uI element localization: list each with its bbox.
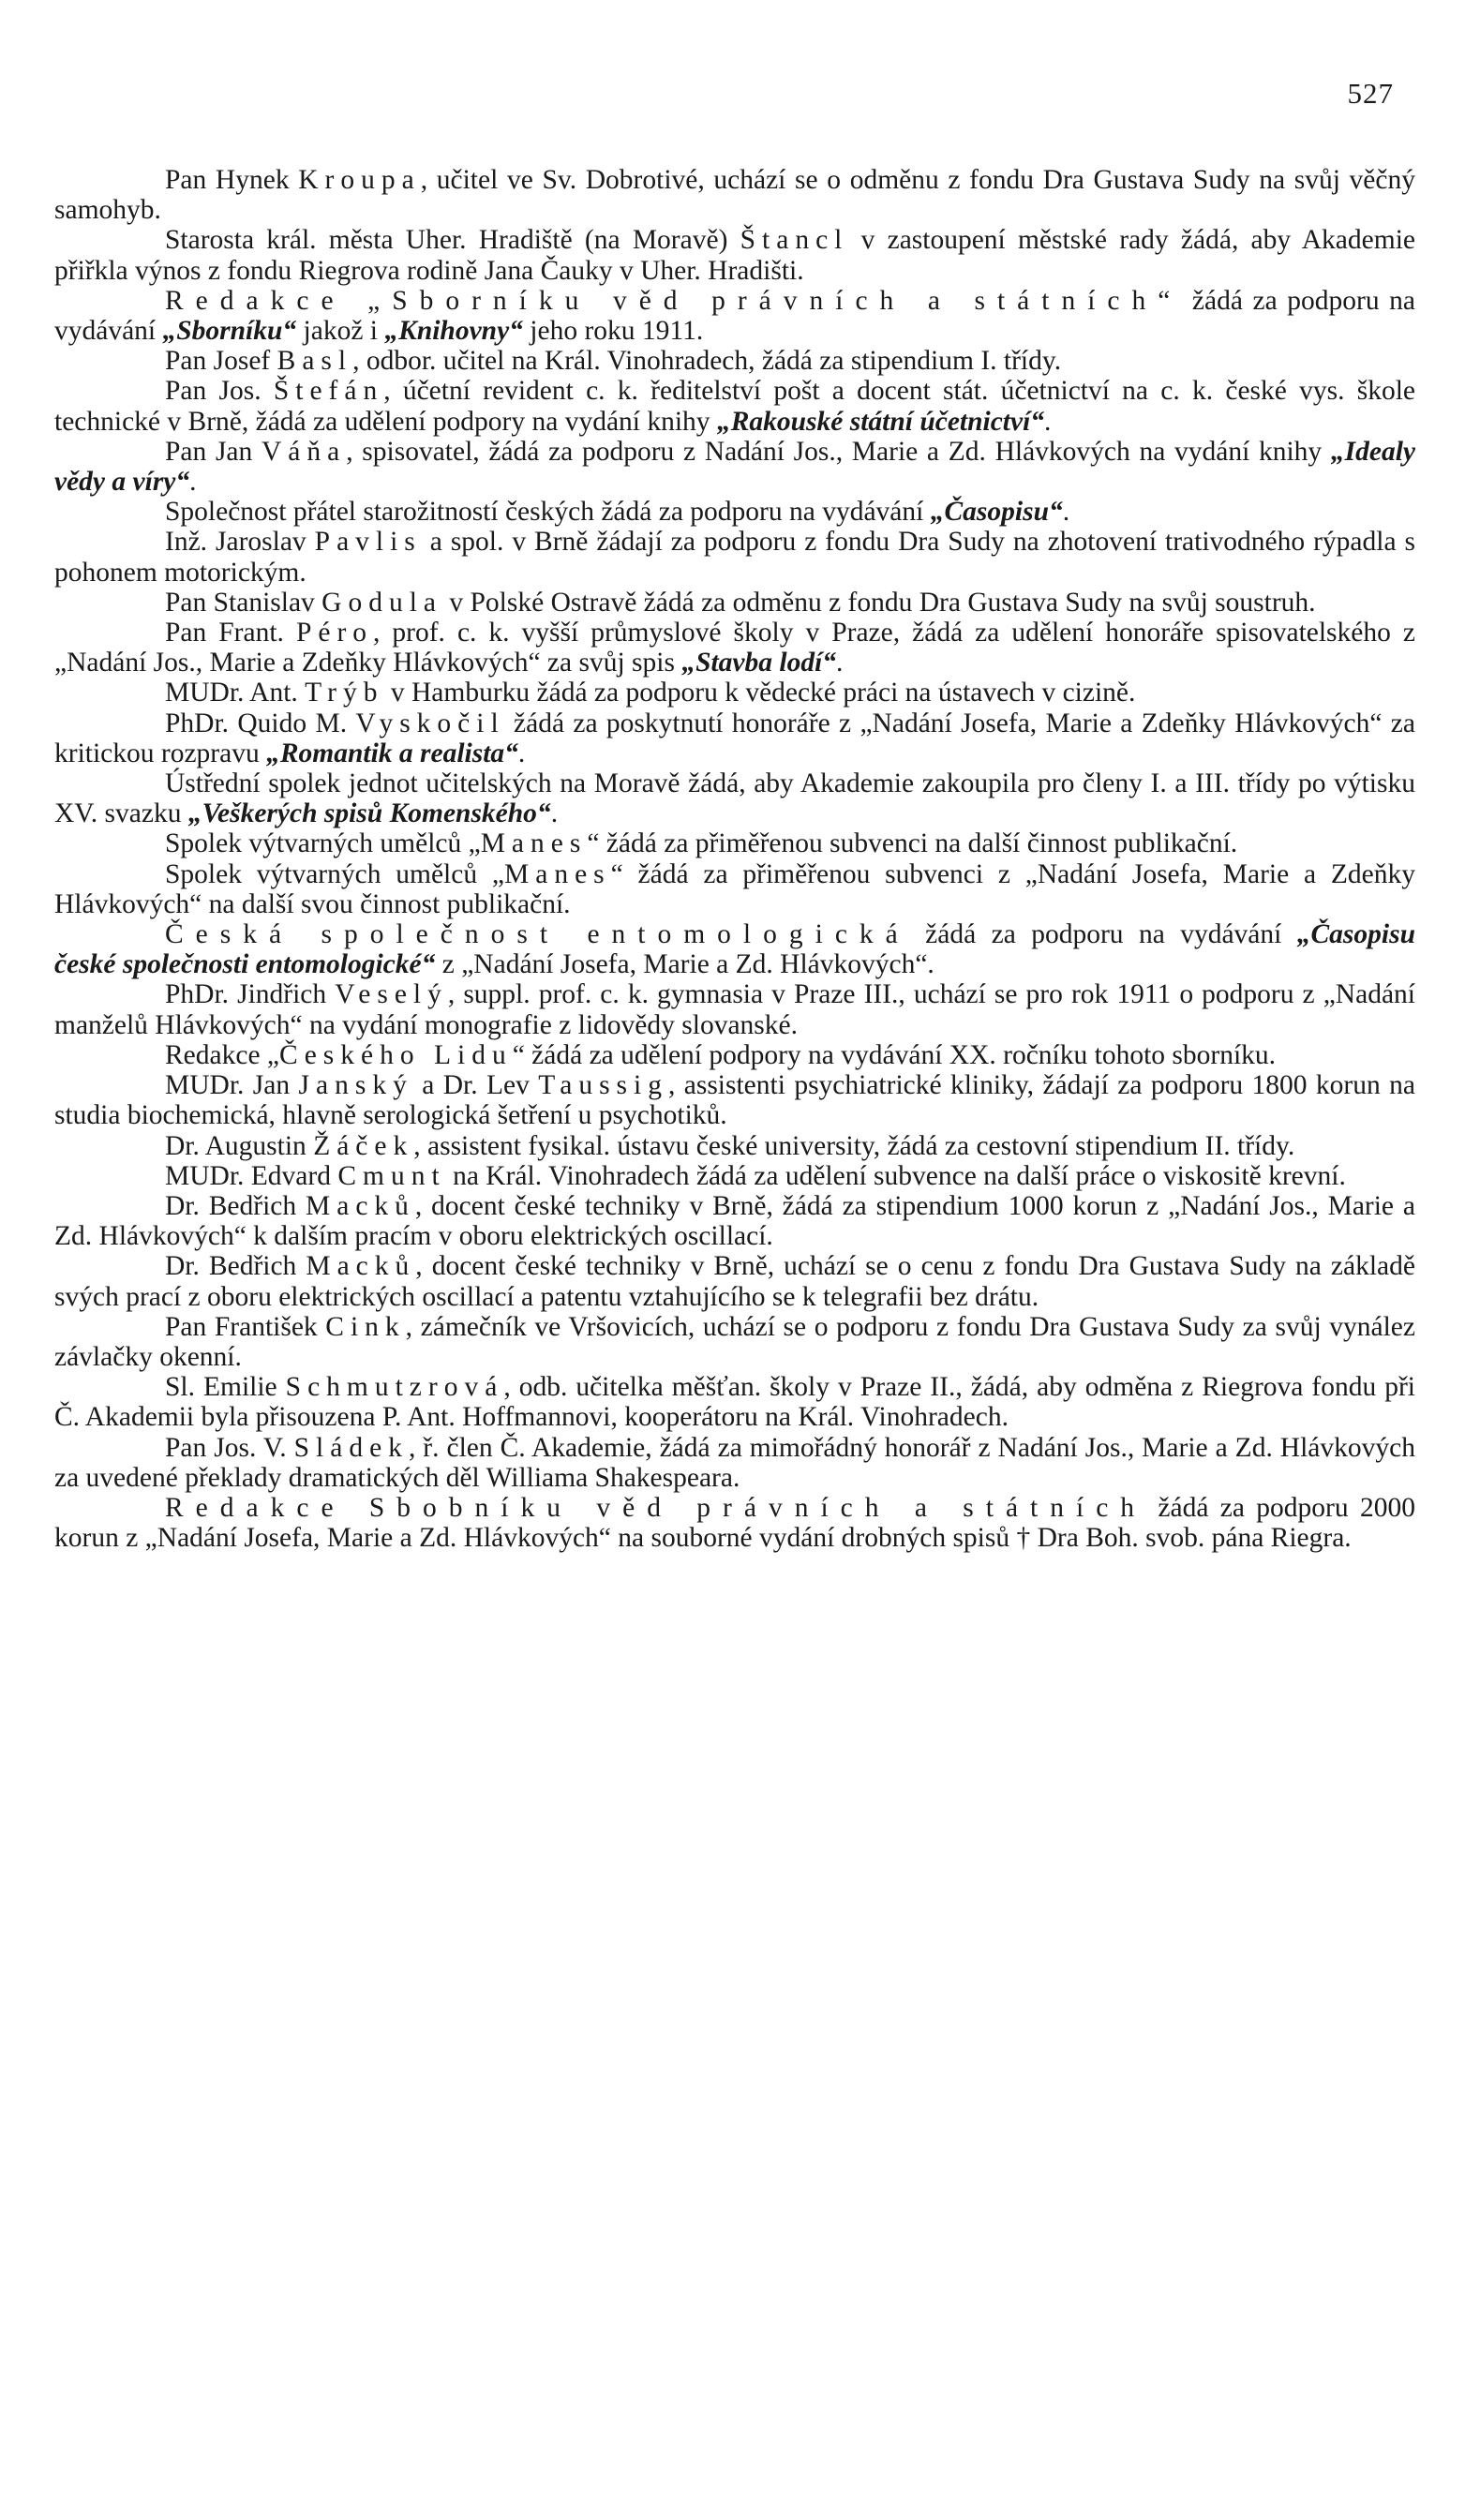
spaced-name: Janský bbox=[298, 1070, 413, 1101]
italic-title: „Veškerých spisů Komenského“ bbox=[187, 798, 551, 829]
spaced-name: Godula bbox=[321, 587, 443, 618]
italic-title: „Časopisu“ bbox=[930, 497, 1063, 528]
entry-paragraph: Společnost přátel starožitností českých žádá za podporu na vydávání „Časopisu“. bbox=[165, 497, 1070, 528]
entry-paragraph: Česká společnost entomologická žádá za podporu na vydávání „Časopisu české společnosti entomologické“ z „Nadání Josefa, Marie a Zd. Hlávkových“. bbox=[54, 919, 1415, 980]
entry-paragraph: PhDr. Jindřich Veselý, suppl. prof. c. k. gymnasia v Praze III., uchází se pro rok 1911 o podporu z „Nadání manželů Hlávkových“ na vydání monografie z lidovědy slovanské. bbox=[54, 979, 1415, 1040]
entry-paragraph: Pan Frant. Péro, prof. c. k. vyšší průmyslové školy v Praze, žádá za udělení honoráře spisovatelského z „Nadání Jos., Marie a Zdeňky Hlávkových“ za svůj spis „Stavba lodí“. bbox=[54, 618, 1415, 678]
italic-title: „Sborníku“ bbox=[162, 316, 297, 347]
spaced-name: Schmutzrová bbox=[285, 1372, 504, 1403]
spaced-title: Česká společnost entomologická bbox=[165, 919, 910, 950]
spaced-name: Manes bbox=[504, 858, 611, 889]
italic-title: „Romantik a realista“ bbox=[266, 738, 518, 768]
entry-paragraph: Redakce „Sborníku věd právních a státních“ žádá za podporu na vydávání „Sborníku“ jakož i „Knihovny“ jeho roku 1911. bbox=[54, 285, 1415, 347]
entry-paragraph: Dr. Bedřich Macků, docent české techniky v Brně, žádá za stipendium 1000 korun z „Nadání Jos., Marie a Zd. Hlávkových“ k dalším pracím v oboru elektrických oscillací. bbox=[54, 1190, 1415, 1252]
italic-title: „Idealy vědy a víry“ bbox=[54, 436, 1415, 498]
italic-title: „Rakouské státní účetnictví“ bbox=[716, 406, 1045, 437]
entry-paragraph: MUDr. Edvard Cmunt na Král. Vinohradech žádá za udělení subvence na další práce o viskositě krevní. bbox=[165, 1160, 1346, 1191]
spaced-name: Sládek bbox=[293, 1432, 409, 1463]
spaced-name: Českého Lidu bbox=[279, 1039, 513, 1070]
italic-title: „Stavba lodí“ bbox=[681, 648, 837, 678]
spaced-name: Žáček bbox=[313, 1130, 414, 1161]
entry-paragraph: Pan Jos. V. Sládek, ř. člen Č. Akademie, žádá za mimořádný honorář z Nadání Jos., Marie a Zd. Hlávkových za uvedené překlady dramatických děl Williama Shakespeara. bbox=[54, 1432, 1415, 1493]
spaced-name: Kroupa bbox=[298, 165, 421, 195]
entry-paragraph: Ústřední spolek jednot učitelských na Moravě žádá, aby Akademie zakoupila pro členy I. a III. třídy po výtisku XV. svazku „Veškerých spisů Komenského“. bbox=[54, 768, 1415, 829]
spaced-name: Macků bbox=[306, 1251, 416, 1282]
spaced-title: Redakce „Sborníku věd právních a státních“ bbox=[165, 285, 1183, 316]
entry-paragraph: Pan František Cink, zámečník ve Vršovicích, uchází se o podporu z fondu Dra Gustava Sudy za svůj vynález závlačky okenní. bbox=[54, 1311, 1415, 1372]
entry-paragraph: Redakce „Českého Lidu“ žádá za udělení podpory na vydávání XX. ročníku tohoto sborníku. bbox=[165, 1039, 1277, 1070]
entry-paragraph: Spolek výtvarných umělců „Manes“ žádá za přiměřenou subvenci z „Nadání Josefa, Marie a Zdeňky Hlávkových“ na další svou činnost publikační. bbox=[54, 858, 1415, 919]
spaced-name: Manes bbox=[480, 828, 588, 859]
entry-paragraph: Pan Stanislav Godula v Polské Ostravě žádá za odměnu z fondu Dra Gustava Sudy na svůj soustruh. bbox=[165, 587, 1316, 618]
entry-paragraph: Spolek výtvarných umělců „Manes“ žádá za přiměřenou subvenci na další činnost publikační. bbox=[165, 828, 1238, 859]
spaced-name: Cink bbox=[325, 1311, 406, 1342]
spaced-name: Macků bbox=[306, 1190, 415, 1221]
spaced-name: Veselý bbox=[335, 979, 448, 1010]
spaced-name: Pavlis bbox=[314, 527, 422, 558]
spaced-name: Váňa bbox=[261, 436, 347, 467]
italic-title: „Knihovny“ bbox=[384, 316, 523, 347]
entry-paragraph: Pan Hynek Kroupa, učitel ve Sv. Dobrotivé, uchází se o odměnu z fondu Dra Gustava Sudy na svůj věčný samohyb. bbox=[54, 165, 1415, 226]
entry-paragraph: Starosta král. města Uher. Hradiště (na Moravě) Štancl v zastoupení městské rady žádá, aby Akademie přiřkla výnos z fondu Riegrova rodině Jana Čauky v Uher. Hradišti. bbox=[54, 225, 1415, 286]
spaced-name: Taussig bbox=[538, 1070, 668, 1101]
entry-paragraph: Pan Josef Basl, odbor. učitel na Král. Vinohradech, žádá za stipendium I. třídy. bbox=[165, 346, 1062, 377]
spaced-name: Vyskočil bbox=[355, 708, 505, 738]
page-body bbox=[54, 165, 1415, 1553]
spaced-name: Basl bbox=[277, 346, 353, 377]
entry-paragraph: Sl. Emilie Schmutzrová, odb. učitelka měšťan. školy v Praze II., žádá, aby odměna z Riegrova fondu při Č. Akademii byla přisouzena P. Ant. Hoffmannovi, kooperátoru na Král. Vinohradech. bbox=[54, 1372, 1416, 1433]
entry-paragraph: Redakce Sbobníku věd právních a státních žádá za podporu 2000 korun z „Nadání Josefa, Marie a Zd. Hlávkových“ na souborné vydání drobných spisů † Dra Boh. svob. pána Riegra. bbox=[54, 1492, 1415, 1554]
entry-paragraph: Dr. Bedřich Macků, docent české techniky v Brně, uchází se o cenu z fondu Dra Gustava Sudy na základě svých prací z oboru elektrických oscillací a patentu vztahujícího se k telegrafii bez drátu. bbox=[54, 1251, 1415, 1312]
spaced-name: Štancl bbox=[740, 225, 849, 256]
entry-paragraph: Dr. Augustin Žáček, assistent fysikal. ústavu české university, žádá za cestovní stipendium II. třídy. bbox=[165, 1130, 1295, 1161]
italic-title: „Časopisu české společnosti entomologické“ bbox=[54, 919, 1415, 980]
entry-paragraph: Pan Jan Váňa, spisovatel, žádá za podporu z Nadání Jos., Marie a Zd. Hlávkových na vydání knihy „Idealy vědy a víry“. bbox=[54, 436, 1415, 498]
entry-paragraph: Inž. Jaroslav Pavlis a spol. v Brně žádají za podporu z fondu Dra Sudy na zhotovení trativodného rýpadla s pohonem motorickým. bbox=[54, 527, 1415, 588]
entry-paragraph: Pan Jos. Štefán, účetní revident c. k. ředitelství pošt a docent stát. účetnictví na c. k. české vys. škole technické v Brně, žádá za udělení podpory na vydání knihy „Rakouské státní účetnictví“. bbox=[54, 376, 1415, 437]
entry-paragraph: PhDr. Quido M. Vyskočil žádá za poskytnutí honoráře z „Nadání Josefa, Marie a Zdeňky Hlávkových“ za kritickou rozpravu „Romantik a realista“. bbox=[54, 708, 1415, 768]
spaced-name: Štefán bbox=[273, 376, 384, 407]
entry-paragraph: MUDr. Jan Janský a Dr. Lev Taussig, assistenti psychiatrické kliniky, žádají za podporu 1800 korun na studia biochemická, hlavně serologická šetření u psychotiků. bbox=[54, 1070, 1415, 1131]
entry-paragraph: MUDr. Ant. Trýb v Hamburku žádá za podporu k vědecké práci na ústavech v cizině. bbox=[165, 678, 1136, 708]
page-number: 527 bbox=[1347, 77, 1394, 110]
spaced-title: Redakce Sbobníku věd právních a státních bbox=[165, 1492, 1147, 1523]
spaced-name: Cmunt bbox=[337, 1160, 446, 1191]
spaced-name: Péro bbox=[295, 618, 374, 649]
spaced-name: Trýb bbox=[305, 678, 384, 708]
